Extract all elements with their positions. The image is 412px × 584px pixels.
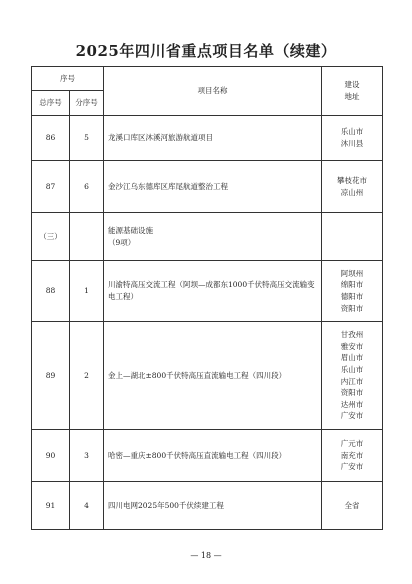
project-name-cell: 金上—湖北±800千伏特高压直流输电工程（四川段） [104, 322, 322, 430]
project-table [31, 66, 383, 530]
sub-seq-cell: 3 [70, 430, 104, 482]
table-row [32, 322, 383, 430]
sub-seq-cell: 2 [70, 322, 104, 430]
sub-seq-cell: 5 [70, 116, 104, 161]
project-name-cell: 龙溪口库区沐溪河旅游航道项目 [104, 116, 322, 161]
total-seq-cell: 90 [32, 430, 70, 482]
location-cell [322, 213, 383, 261]
category-name-cell: 能源基础设施 （9项） [104, 213, 322, 261]
table-row [32, 430, 383, 482]
sub-seq-cell: 4 [70, 482, 104, 530]
location-cell: 乐山市 沐川县 [322, 116, 383, 161]
table-row [32, 261, 383, 322]
seq-header: 序号 [32, 67, 104, 91]
category-row [32, 213, 383, 261]
total-seq-cell: 86 [32, 116, 70, 161]
sub-seq-cell: 1 [70, 261, 104, 322]
location-header: 建设 地址 [322, 67, 383, 116]
total-seq-header: 总序号 [32, 91, 70, 116]
sub-seq-header: 分序号 [70, 91, 104, 116]
category-number-cell: （三） [32, 213, 70, 261]
sub-seq-cell: 6 [70, 161, 104, 213]
project-name-cell: 金沙江乌东德库区库尾航道整治工程 [104, 161, 322, 213]
table-row [32, 116, 383, 161]
total-seq-cell: 89 [32, 322, 70, 430]
page-number: — 18 — [190, 551, 222, 560]
location-cell: 甘孜州 雅安市 眉山市 乐山市 内江市 资阳市 达州市 广安市 [322, 322, 383, 430]
total-seq-cell: 87 [32, 161, 70, 213]
location-cell: 攀枝花市 凉山州 [322, 161, 383, 213]
table-row [32, 161, 383, 213]
project-name-cell: 四川电网2025年500千伏续建工程 [104, 482, 322, 530]
project-name-cell: 川渝特高压交流工程（阿坝—成都东1000千伏特高压交流输变电工程） [104, 261, 322, 322]
total-seq-cell: 91 [32, 482, 70, 530]
project-name-header: 项目名称 [104, 67, 322, 116]
location-cell: 广元市 南充市 广安市 [322, 430, 383, 482]
table-row [32, 482, 383, 530]
total-seq-cell: 88 [32, 261, 70, 322]
location-cell: 阿坝州 绵阳市 德阳市 资阳市 [322, 261, 383, 322]
header-row [32, 67, 383, 91]
location-cell: 全省 [322, 482, 383, 530]
sub-seq-cell [70, 213, 104, 261]
page-title: 2025年四川省重点项目名单（续建） [75, 42, 337, 60]
project-name-cell: 哈密—重庆±800千伏特高压直流输电工程（四川段） [104, 430, 322, 482]
